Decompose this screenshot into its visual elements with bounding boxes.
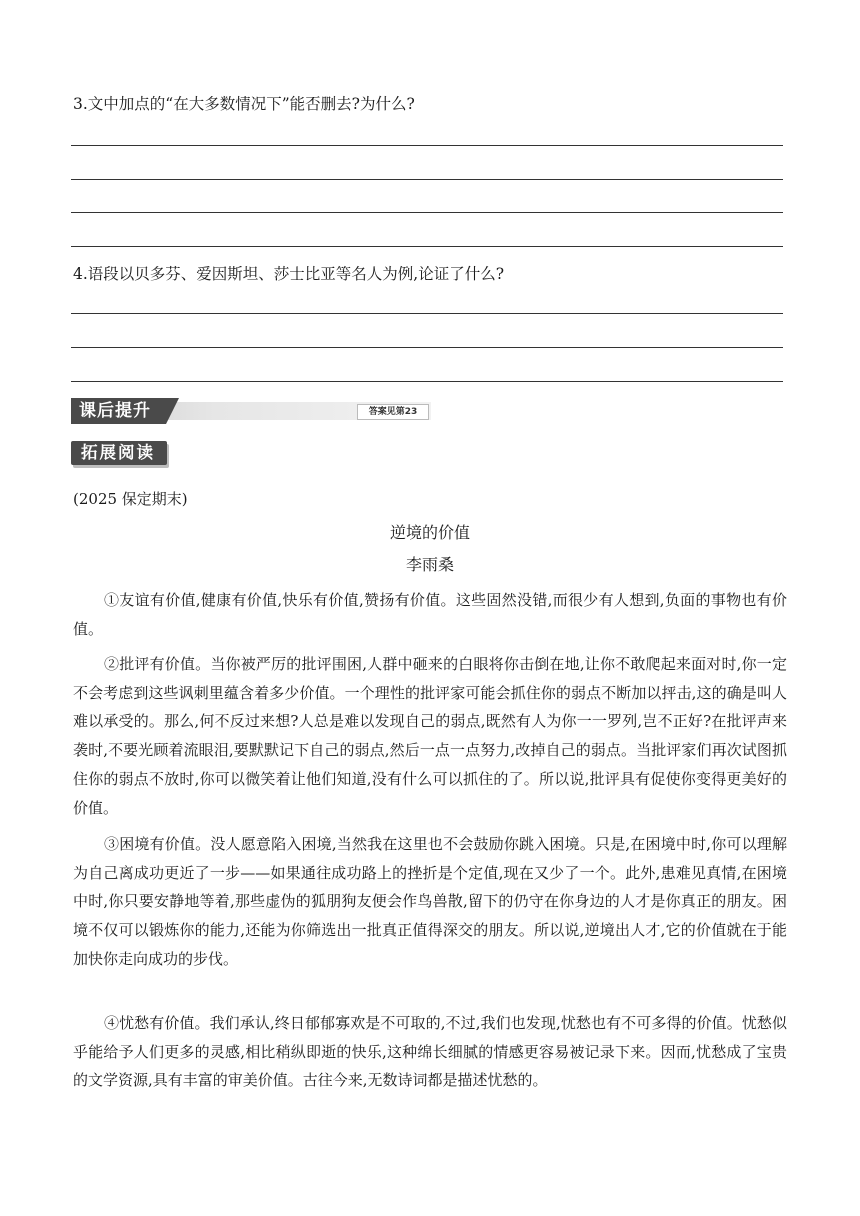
paragraph-3: ③困境有价值。没人愿意陷入困境,当然我在这里也不会鼓励你跳入困境。只是,在困境中时,你可以理解为自己离成功更近了一步——如果通往成功路上的挫折是个定值,现在又少了一个。此外,患难见真情,在困境中时,你只要安静地等着,那些虚伪的狐朋狗友便会作鸟兽散,留下的仍守在你身边的人才是你真正的朋友。困境不仅可以锻炼你的能力,还能为你筛选出一批真正值得深交的朋友。所以说,逆境出人才,它的价值就在于能加快你走向成功的步伐。	[73, 835, 787, 968]
answer-line	[71, 212, 783, 213]
source-note: (2025 保定期末)	[73, 490, 188, 508]
question-3: 3.文中加点的“在大多数情况下”能否删去?为什么?	[73, 95, 415, 113]
banner-title: 课后提升	[79, 401, 151, 421]
subheading-text: 拓展阅读	[81, 443, 155, 462]
answer-line	[71, 381, 783, 382]
subheading-badge	[71, 441, 169, 469]
answer-reference: 答案见第23	[357, 404, 429, 420]
question-4: 4.语段以贝多芬、爱因斯坦、莎士比亚等名人为例,论证了什么?	[73, 265, 505, 283]
paragraph-2: ②批评有价值。当你被严厉的批评围困,人群中砸来的白眼将你击倒在地,让你不敢爬起来面对时,你一定不会考虑到这些讽刺里蕴含着多少价值。一个理性的批评家可能会抓住你的弱点不断加以抨击,这的确是叫人难以承受的。那么,何不反过来想?人总是难以发现自己的弱点,既然有人为你一一罗列,岂不正好?在批评声来袭时,不要光顾着流眼泪,要默默记下自己的弱点,然后一点一点努力,改掉自己的弱点。当批评家们再次试图抓住你的弱点不放时,你可以微笑着让他们知道,没有什么可以抓住的了。所以说,批评具有促使你变得更美好的价值。	[73, 655, 787, 817]
answer-line	[71, 145, 783, 146]
answer-line	[71, 246, 783, 247]
article-title: 逆境的价值	[389, 523, 470, 542]
paragraph-4: ④忧愁有价值。我们承认,终日郁郁寡欢是不可取的,不过,我们也发现,忧愁也有不可多得的价值。忧愁似乎能给予人们更多的灵感,相比稍纵即逝的快乐,这种绵长细腻的情感更容易被记录下来。因而,忧愁成了宝贵的文学资源,具有丰富的审美价值。古往今来,无数诗词都是描述忧愁的。	[73, 1014, 787, 1090]
answer-line	[71, 347, 783, 348]
answer-line	[71, 179, 783, 180]
paragraph-1: ①友谊有价值,健康有价值,快乐有价值,赞扬有价值。这些固然没错,而很少有人想到,负面的事物也有价值。	[73, 591, 787, 638]
answer-line	[71, 313, 783, 314]
article-author: 李雨桑	[405, 555, 454, 574]
section-banner	[71, 398, 431, 424]
